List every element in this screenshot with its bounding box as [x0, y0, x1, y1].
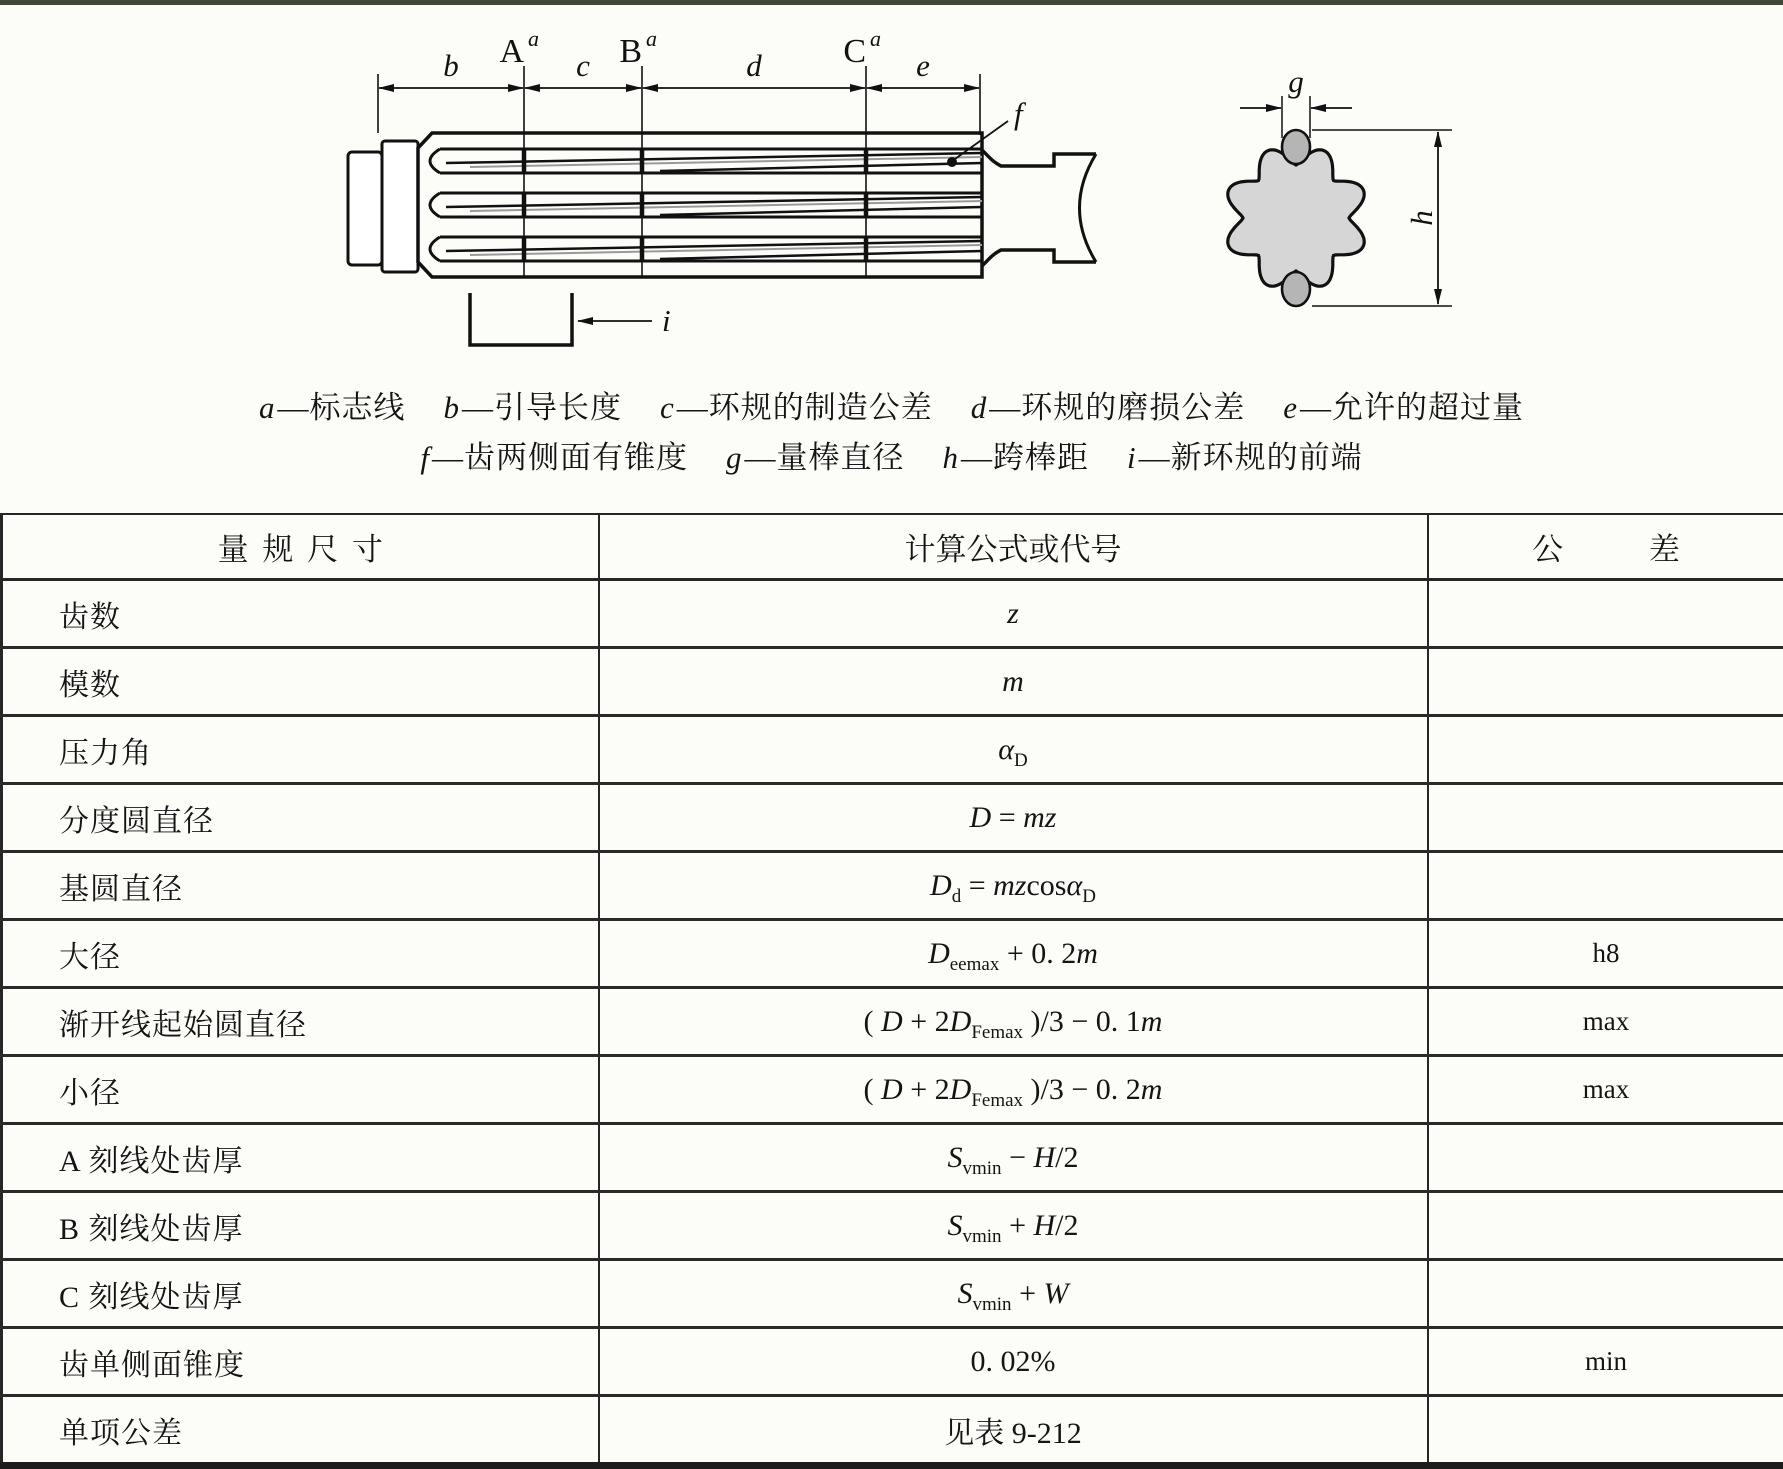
tolerance-cell — [1428, 852, 1783, 920]
dim-label-g: g — [1288, 64, 1304, 99]
table-row — [2, 784, 1783, 852]
table-row — [2, 1124, 1783, 1192]
legend-item: c—环规的制造公差 — [660, 390, 933, 425]
tolerance-cell — [1428, 1396, 1783, 1466]
formula-cell: 见表 9-212 — [599, 1396, 1428, 1466]
gauge-dimension-cell: 单项公差 — [2, 1396, 599, 1466]
formula-cell: $\alpha_D$ — [599, 716, 1428, 784]
gauge-spec-table — [0, 513, 1783, 1469]
table-row — [2, 1056, 1783, 1124]
gauge-diagram — [0, 5, 1783, 373]
formula-cell: $S_{vmin} - H/2$ — [599, 1124, 1428, 1192]
tooth-line — [660, 207, 982, 215]
tolerance-cell — [1428, 580, 1783, 648]
formula-cell: D = mz — [599, 784, 1428, 852]
tooth-tip — [430, 237, 440, 261]
dim-label-e: e — [916, 48, 930, 83]
table-row — [2, 580, 1783, 648]
tolerance-cell: max — [1428, 988, 1783, 1056]
formula-cell: ( $D + 2D_{Femax}$ )/3 − 0. 2m — [599, 1056, 1428, 1124]
table-row — [2, 648, 1783, 716]
formula-cell: $D_{eemax} + 0$. 2m — [599, 920, 1428, 988]
dim-label-i: i — [662, 303, 671, 338]
measuring-pin-bottom — [1282, 272, 1310, 306]
dim-label-b: b — [443, 48, 459, 83]
header-formula: 计算公式或代号 — [599, 514, 1428, 580]
header-row — [2, 514, 1783, 580]
tooth-tip — [430, 193, 440, 217]
dim-label-f: f — [1014, 96, 1027, 131]
table-row — [2, 1396, 1783, 1466]
legend-line-1 — [0, 382, 1783, 427]
shank-top — [982, 150, 1096, 166]
formula-cell: 0. 02% — [599, 1328, 1428, 1396]
section-label-B: B — [619, 33, 642, 70]
gauge-dimension-cell: 压力角 — [2, 716, 599, 784]
formula-cell: m — [599, 648, 1428, 716]
gauge-dimension-cell: 齿单侧面锥度 — [2, 1328, 599, 1396]
gauge-dimension-cell: B 刻线处齿厚 — [2, 1192, 599, 1260]
gauge-dimension-cell: 小径 — [2, 1056, 599, 1124]
tolerance-cell — [1428, 716, 1783, 784]
formula-cell: $S_{vmin} + W$ — [599, 1260, 1428, 1328]
header-tolerance: 公 差 — [1428, 514, 1783, 580]
legend-item: g—量棒直径 — [726, 440, 905, 475]
legend-item: h—跨棒距 — [943, 440, 1090, 475]
formula-cell: $S_{vmin} + H/2$ — [599, 1192, 1428, 1260]
gauge-dimension-cell: A 刻线处齿厚 — [2, 1124, 599, 1192]
gauge-dimension-cell: C 刻线处齿厚 — [2, 1260, 599, 1328]
tolerance-cell: max — [1428, 1056, 1783, 1124]
dimension-chain — [378, 74, 980, 135]
formula-cell: z — [599, 580, 1428, 648]
table-row — [2, 988, 1783, 1056]
tolerance-cell — [1428, 1192, 1783, 1260]
gauge-dimension-cell: 基圆直径 — [2, 852, 599, 920]
gauge-dimension-cell: 大径 — [2, 920, 599, 988]
section-label-A: A — [499, 33, 524, 70]
legend-item: f—齿两侧面有锥度 — [420, 440, 688, 475]
tooth-tip — [430, 149, 440, 173]
legend-item: d—环规的磨损公差 — [971, 390, 1246, 425]
table-row — [2, 716, 1783, 784]
header-gauge-dimension: 量 规 尺 寸 — [2, 514, 599, 580]
formula-cell: $D_d = mzcos\alpha_D$ — [599, 852, 1428, 920]
end-cap-outer — [348, 152, 382, 265]
tolerance-cell — [1428, 1260, 1783, 1328]
new-gauge-front-bracket — [470, 293, 652, 345]
table-row — [2, 852, 1783, 920]
gauge-dimension-cell: 模数 — [2, 648, 599, 716]
spline-cross-section — [1228, 150, 1364, 286]
tolerance-cell: h8 — [1428, 920, 1783, 988]
section-label-C: C — [843, 33, 866, 70]
dim-label-h: h — [1404, 210, 1439, 226]
spec-table-wrap — [0, 513, 1783, 1469]
section-label-B-sup: a — [646, 26, 657, 51]
section-label-C-sup: a — [870, 26, 881, 51]
table-row — [2, 920, 1783, 988]
table-row — [2, 1192, 1783, 1260]
legend-item: i—新环规的前端 — [1127, 440, 1363, 475]
legend-item: e—允许的超过量 — [1283, 390, 1524, 425]
dim-label-c: c — [576, 48, 590, 83]
gauge-dimension-cell: 分度圆直径 — [2, 784, 599, 852]
dim-label-d: d — [746, 48, 762, 83]
legend-item: b—引导长度 — [443, 390, 622, 425]
measuring-pin-top — [1282, 130, 1310, 164]
spline-teeth — [430, 149, 982, 261]
end-cap-inner — [382, 141, 418, 272]
shank-break-curve — [1080, 154, 1097, 262]
tolerance-cell — [1428, 1124, 1783, 1192]
tooth-line — [660, 251, 982, 259]
tolerance-cell — [1428, 648, 1783, 716]
section-label-A-sup: a — [528, 26, 539, 51]
formula-cell: ( $D + 2D_{Femax}$ )/3 − 0. 1m — [599, 988, 1428, 1056]
tolerance-cell — [1428, 784, 1783, 852]
shank-bottom — [982, 250, 1096, 266]
legend-line-2 — [0, 432, 1783, 477]
table-row — [2, 1328, 1783, 1396]
gauge-dimension-cell: 渐开线起始圆直径 — [2, 988, 599, 1056]
side-view — [348, 66, 1096, 277]
tolerance-cell: min — [1428, 1328, 1783, 1396]
cross-section-view — [1228, 64, 1452, 306]
gauge-dimension-cell: 齿数 — [2, 580, 599, 648]
tooth-line — [660, 163, 982, 171]
table-row — [2, 1260, 1783, 1328]
legend-item: a—标志线 — [259, 390, 406, 425]
f-leader — [947, 121, 1008, 167]
